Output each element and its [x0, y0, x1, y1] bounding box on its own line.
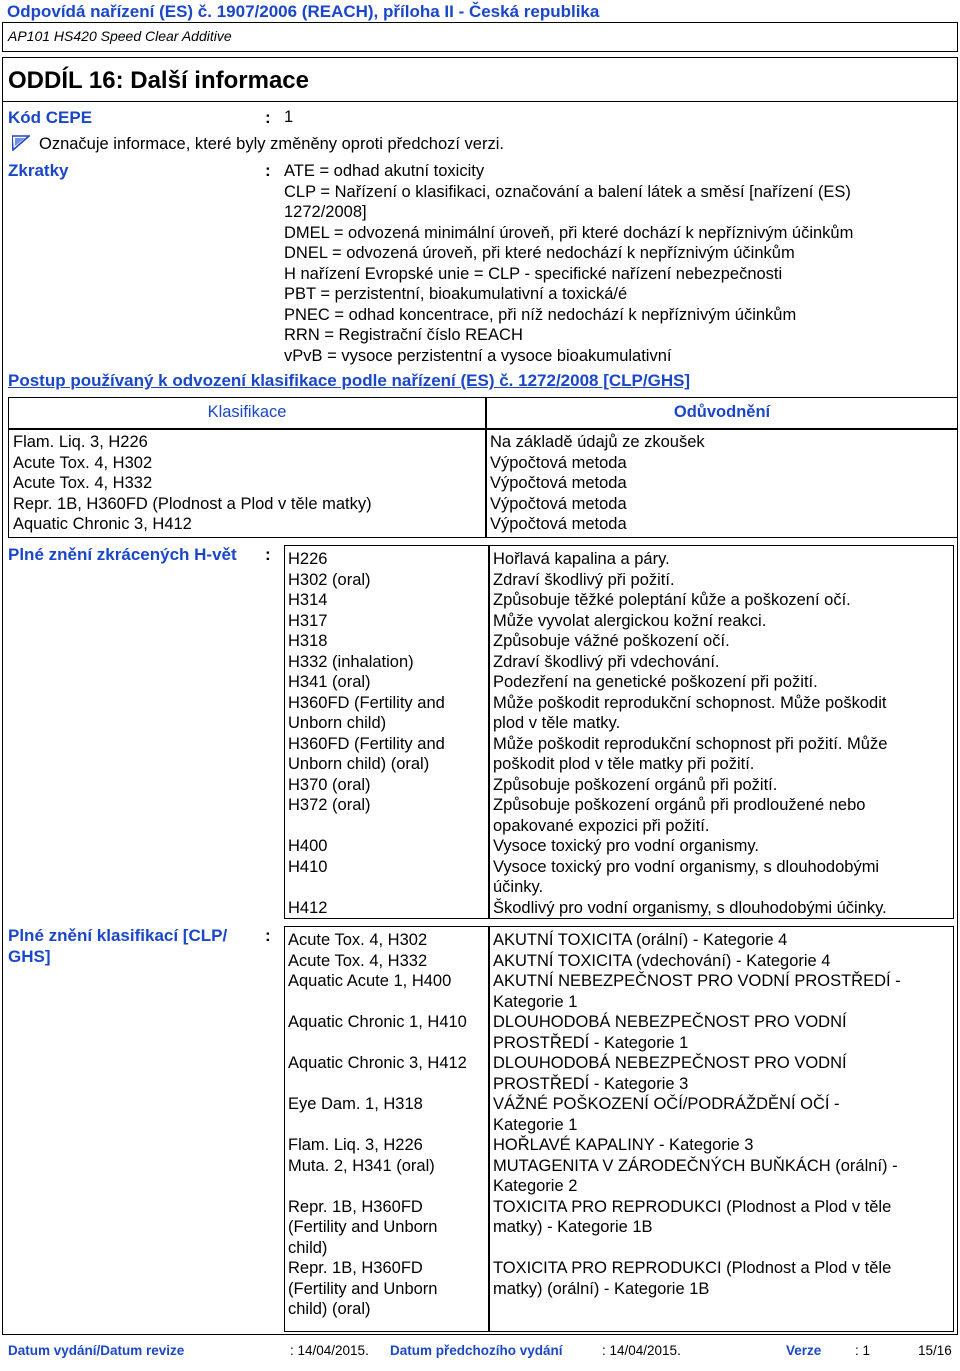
clp-code: Acute Tox. 4, H332	[288, 951, 428, 970]
procedure-title: Postup používaný k odvození klasifikace podle nařízení (ES) č. 1272/2008 [CLP/GHS]	[8, 371, 691, 390]
clp-code	[288, 1074, 467, 1095]
abbrev-line: ATE = odhad akutní toxicity	[284, 162, 485, 180]
clp-text: VÁŽNÉ POŠKOZENÍ OČÍ/PODRÁŽDĚNÍ OČÍ -	[493, 1095, 840, 1113]
issue-date-value: : 14/04/2015.	[290, 1343, 369, 1358]
abbrev-label: Zkratky	[8, 161, 69, 180]
clp-code: Flam. Liq. 3, H226	[288, 1136, 423, 1154]
clp-text-list	[493, 930, 901, 1320]
clp-text: DLOUHODOBÁ NEBEZPEČNOST PRO VODNÍ	[493, 1054, 847, 1072]
version-label: Verze	[786, 1343, 822, 1358]
h-code: H372 (oral)	[288, 796, 371, 814]
clp-code-list	[288, 930, 467, 1320]
clp-code	[288, 992, 467, 1013]
cepe-colon: :	[265, 108, 271, 127]
table-row: Flam. Liq. 3, H226	[13, 433, 148, 451]
clp-code: Muta. 2, H341 (oral)	[288, 1156, 435, 1175]
clp-text: MUTAGENITA V ZÁRODEČNÝCH BUŇKÁCH (orální) -	[493, 1156, 898, 1175]
h-text: opakované expozici při požití.	[493, 816, 710, 835]
clp-text: AKUTNÍ TOXICITA (orální) - Kategorie 4	[493, 931, 788, 949]
clp-text: DLOUHODOBÁ NEBEZPEČNOST PRO VODNÍ	[493, 1013, 847, 1031]
clp-text: Kategorie 1	[493, 992, 578, 1011]
clp-text: AKUTNÍ TOXICITA (vdechování) - Kategorie 4	[493, 951, 831, 970]
h-text: plod v těle matky.	[493, 714, 621, 732]
clp-code	[288, 1033, 467, 1054]
clp-full-label-line: GHS]	[8, 946, 51, 966]
abbrev-line: H nařízení Evropské unie = CLP - specifické nařízení nebezpečnosti	[284, 264, 783, 283]
abbrev-line: DMEL = odvozená minimální úroveň, při které dochází k nepříznivým účinkům	[284, 223, 854, 242]
abbrev-line: 1272/2008]	[284, 203, 367, 221]
h-statements-colon: :	[265, 545, 271, 564]
table-row: Na základě údajů ze zkoušek	[490, 433, 705, 451]
issue-date-label: Datum vydání/Datum revize	[8, 1343, 185, 1358]
clp-text: HOŘLAVÉ KAPALINY - Kategorie 3	[493, 1136, 754, 1154]
abbrev-line: vPvB = vysoce perzistentní a vysoce bioakumulativní	[284, 346, 672, 365]
clp-code: Repr. 1B, H360FD	[288, 1259, 423, 1277]
table-row: Acute Tox. 4, H332	[13, 474, 153, 492]
clp-full-label	[8, 926, 227, 967]
table-row: Výpočtová metoda	[490, 453, 627, 472]
cepe-value: 1	[284, 108, 294, 126]
h-code: H360FD (Fertility and	[288, 734, 445, 753]
h-text: Vysoce toxický pro vodní organismy, s dlouhodobými	[493, 857, 880, 876]
h-code: H412	[288, 898, 328, 917]
clp-code	[288, 1115, 467, 1136]
clp-text: PROSTŘEDÍ - Kategorie 3	[493, 1074, 689, 1093]
h-code: H400	[288, 837, 328, 855]
abbrev-line: PBT = perzistentní, bioakumulativní a toxická/é	[284, 285, 628, 303]
classification-header: Klasifikace	[207, 403, 287, 421]
clp-text: Kategorie 1	[493, 1115, 578, 1134]
clp-code: (Fertility and Unborn	[288, 1279, 438, 1298]
h-code: H314	[288, 591, 328, 609]
h-code: Unborn child)	[288, 714, 387, 732]
justification-list	[490, 432, 705, 535]
regulation-title: Odpovídá nařízení (ES) č. 1907/2006 (REACH), příloha II - Česká republika	[7, 2, 600, 21]
clp-text: matky) - Kategorie 1B	[493, 1218, 653, 1236]
clp-code: child) (oral)	[288, 1300, 371, 1318]
change-note: Označuje informace, které byly změněny oproti předchozí verzi.	[39, 135, 504, 153]
h-text: Způsobuje poškození orgánů při požití.	[493, 775, 778, 794]
table-row: Acute Tox. 4, H302	[13, 453, 153, 472]
h-code: H332 (inhalation)	[288, 652, 414, 671]
h-text: Vysoce toxický pro vodní organismy.	[493, 837, 759, 855]
classification-list	[13, 432, 372, 535]
abbrev-line: PNEC = odhad koncentrace, při níž nedochází k nepříznivým účinkům	[284, 305, 797, 324]
h-text-list	[493, 549, 887, 918]
table-row: Výpočtová metoda	[490, 515, 627, 533]
h-text: Způsobuje těžké poleptání kůže a poškození očí.	[493, 591, 851, 609]
justification-header: Odůvodnění	[673, 403, 771, 421]
section-title: ODDÍL 16: Další informace	[8, 67, 309, 94]
h-text: Způsobuje vážné poškození očí.	[493, 632, 730, 650]
h-text: Může vyvolat alergickou kožní reakci.	[493, 611, 767, 630]
h-text: Škodlivý pro vodní organismy, s dlouhodobými účinky.	[493, 898, 887, 917]
abbrev-list	[284, 161, 853, 366]
clp-code: child)	[288, 1238, 328, 1257]
h-code: Unborn child) (oral)	[288, 755, 430, 773]
previous-date-value: : 14/04/2015.	[602, 1343, 681, 1358]
abbrev-line: DNEL = odvozená úroveň, při které nedochází k nepříznivým účinkům	[284, 244, 795, 262]
table-row: Výpočtová metoda	[490, 474, 627, 492]
clp-code: Eye Dam. 1, H318	[288, 1095, 423, 1113]
clp-code: Aquatic Chronic 3, H412	[288, 1054, 467, 1072]
changed-triangle-icon	[12, 135, 30, 151]
h-text: Podezření na genetické poškození při požití.	[493, 673, 818, 691]
h-text: Zdraví škodlivý při požití.	[493, 570, 675, 589]
clp-text: matky) (orální) - Kategorie 1B	[493, 1279, 710, 1298]
clp-code: Acute Tox. 4, H302	[288, 931, 428, 949]
clp-text	[493, 1238, 901, 1259]
h-code: H302 (oral)	[288, 570, 371, 589]
product-name: AP101 HS420 Speed Clear Additive	[8, 28, 232, 44]
h-code	[288, 877, 445, 898]
abbrev-line: CLP = Nařízení o klasifikaci, označování a balení látek a směsí [nařízení (ES)	[284, 182, 851, 201]
h-text: Může poškodit reprodukční schopnost. Může poškodit	[493, 693, 887, 712]
clp-code: Aquatic Chronic 1, H410	[288, 1013, 467, 1031]
table-row: Aquatic Chronic 3, H412	[13, 515, 192, 533]
h-code: H370 (oral)	[288, 775, 371, 794]
h-text: Hořlavá kapalina a páry.	[493, 550, 670, 568]
h-code: H226	[288, 550, 328, 568]
table-row: Repr. 1B, H360FD (Plodnost a Plod v těle matky)	[13, 494, 372, 513]
h-text: účinky.	[493, 878, 544, 896]
h-text: Způsobuje poškození orgánů při prodloužené nebo	[493, 796, 866, 814]
abbrev-colon: :	[265, 161, 271, 180]
cepe-label: Kód CEPE	[8, 108, 93, 127]
clp-full-label-line: Plné znění klasifikací [CLP/	[8, 926, 228, 945]
version-value: : 1	[855, 1343, 871, 1358]
page-number: 15/16	[918, 1343, 952, 1358]
clp-text: TOXICITA PRO REPRODUKCI (Plodnost a Plod v těle	[493, 1197, 892, 1216]
h-code	[288, 816, 445, 837]
clp-code	[288, 1176, 467, 1197]
h-code: H317	[288, 611, 328, 630]
previous-date-label: Datum předchozího vydání	[390, 1343, 563, 1358]
table-row: Výpočtová metoda	[490, 494, 627, 513]
clp-text	[493, 1299, 901, 1320]
h-code: H410	[288, 857, 328, 876]
h-code: H360FD (Fertility and	[288, 693, 445, 712]
abbrev-line: RRN = Registrační číslo REACH	[284, 326, 523, 344]
h-text: poškodit plod v těle matky při požití.	[493, 755, 755, 773]
clp-text: Kategorie 2	[493, 1177, 578, 1195]
clp-text: PROSTŘEDÍ - Kategorie 1	[493, 1033, 689, 1052]
clp-code: Aquatic Acute 1, H400	[288, 972, 452, 990]
h-text: Zdraví škodlivý při vdechování.	[493, 652, 720, 671]
clp-text: AKUTNÍ NEBEZPEČNOST PRO VODNÍ PROSTŘEDÍ -	[493, 972, 901, 990]
h-code-list	[288, 549, 445, 918]
clp-full-colon: :	[265, 926, 271, 945]
h-text: Může poškodit reprodukční schopnost při požití. Může	[493, 734, 888, 753]
h-code: H341 (oral)	[288, 673, 371, 691]
h-statements-label: Plné znění zkrácených H-vět	[8, 545, 237, 564]
clp-code: Repr. 1B, H360FD	[288, 1197, 423, 1216]
section-divider	[2, 101, 958, 102]
clp-code: (Fertility and Unborn	[288, 1218, 438, 1236]
h-code: H318	[288, 632, 328, 650]
clp-text: TOXICITA PRO REPRODUKCI (Plodnost a Plod v těle	[493, 1259, 892, 1277]
